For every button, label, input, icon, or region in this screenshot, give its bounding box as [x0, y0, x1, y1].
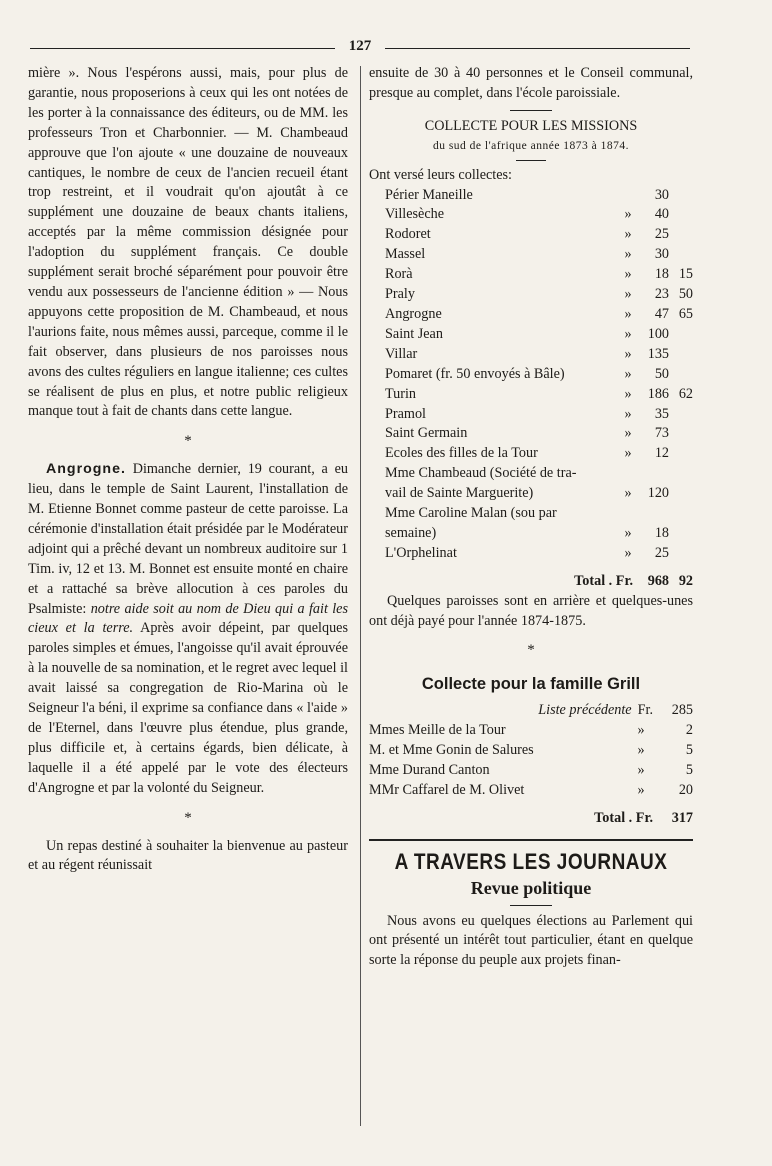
- grill-total: [369, 809, 693, 829]
- mission-ditto: [621, 186, 635, 206]
- mission-cents: [669, 405, 693, 425]
- grill-total-value: 317: [671, 809, 693, 826]
- mission-row: [369, 365, 693, 385]
- mission-ditto: »: [624, 365, 632, 382]
- grill-previous-label: Liste précédente: [538, 702, 632, 719]
- mission-name: Rodoret: [385, 226, 431, 243]
- mission-ditto: »: [624, 286, 632, 303]
- mission-cents: [669, 186, 693, 206]
- missions-total-value: 968: [647, 572, 669, 589]
- mission-amount: 30: [654, 246, 669, 263]
- left-paragraph-angrogne: [28, 460, 348, 798]
- mission-ditto: »: [624, 206, 632, 223]
- journaux-heading: A TRAVERS LES JOURNAUX: [394, 850, 668, 875]
- mission-row: [369, 325, 693, 345]
- short-rule: [516, 160, 546, 161]
- mission-cents: [669, 325, 693, 345]
- place-heading: Angrogne.: [46, 461, 126, 478]
- mission-name: Praly: [385, 286, 415, 303]
- mission-cents: [669, 205, 693, 225]
- angrogne-text-a: Dimanche dernier, 19 courant, a eu lieu, dans le temple de Saint Laurent, l'installation de M. Etienne Bonnet comme pasteur de cette paroisse. La cérémonie d'installation était présidée par le Modérateur adjoint qui a prêché devant un nombreux auditoire sur 1 Tim. iv, 12 et 13. M. Bonnet est ensuite monté en chaire et a rattaché sa brève allocution à ces paroles du Psalmiste:: [28, 461, 348, 617]
- mission-cents: [669, 424, 693, 444]
- missions-title: COLLECTE POUR LES MISSIONS: [424, 117, 638, 134]
- mission-row: [369, 225, 693, 245]
- short-rule: [510, 110, 552, 111]
- grill-name: M. et Mme Gonin de Salures: [369, 742, 534, 759]
- grill-row: [369, 761, 693, 781]
- mission-amount: 47: [654, 305, 669, 322]
- left-paragraph-repas: Un repas destiné à souhaiter la bienvenue au pasteur et au régent réunissait: [28, 837, 348, 874]
- mission-ditto: »: [624, 246, 632, 263]
- revue-paragraph: Nous avons eu quelques élections au Parlement qui ont présenté un intérêt tout particulier, étant en quelque sorte la réponse du peuple aux projets finan-: [369, 912, 693, 969]
- mission-name: Pramol: [385, 405, 426, 422]
- grill-total-label: Total . Fr.: [594, 809, 653, 826]
- mission-amount: 23: [654, 286, 669, 303]
- angrogne-text-b: Après avoir dépeint, par quelques paroles simples et émues, l'angoisse qu'il avait éprouvée à la nouvelle de sa nomination, et le regret avec lequel il avait laissé sa congregation de Rio-Marina où le Seigneur l'a béni, il exprime sa confiance dans « l'aide » de l'Eternel, dans l'œuvre plus étendue, plus grande, plus difficile et, à certains égards, bien délicate, à laquelle il a été appelé par le vote des électeurs d'Angrogne et par la volonté du Seigneur.: [28, 620, 348, 796]
- mission-row: [369, 524, 693, 544]
- header-rule-right: [385, 48, 690, 49]
- right-column: [369, 64, 693, 971]
- mission-cents: [669, 524, 693, 544]
- mission-name: vail de Sainte Marguerite): [385, 485, 534, 502]
- grill-ditto: »: [637, 722, 645, 739]
- grill-list: [369, 721, 693, 801]
- mission-cents: [669, 484, 693, 504]
- mission-row: [369, 285, 693, 305]
- mission-amount: 18: [654, 524, 669, 541]
- mission-cents: [669, 365, 693, 385]
- section-star: *: [527, 642, 535, 659]
- mission-cents: 15: [678, 266, 693, 283]
- column-divider: [360, 66, 361, 1126]
- mission-amount: 35: [654, 405, 669, 422]
- mission-name: Rorà: [385, 266, 413, 283]
- mission-cents: [669, 444, 693, 464]
- mission-name: Périer Maneille: [385, 186, 473, 203]
- mission-amount: 50: [654, 365, 669, 382]
- header-rule-left: [30, 48, 335, 49]
- mission-amount: [635, 464, 669, 484]
- grill-row: [369, 741, 693, 761]
- mission-name: Mme Chambeaud (Société de tra-: [385, 465, 577, 482]
- mission-cents: [669, 225, 693, 245]
- mission-name: Ecoles des filles de la Tour: [385, 445, 538, 462]
- mission-amount: 120: [647, 485, 669, 502]
- mission-amount: 18: [654, 266, 669, 283]
- mission-row: [369, 424, 693, 444]
- grill-previous-fr: Fr.: [637, 702, 653, 719]
- mission-name: Villar: [385, 345, 418, 362]
- mission-row: [369, 405, 693, 425]
- mission-name: semaine): [385, 524, 437, 541]
- mission-name: Turin: [385, 385, 417, 402]
- mission-amount: 186: [647, 385, 669, 402]
- mission-ditto: »: [624, 305, 632, 322]
- grill-name: Mme Durand Canton: [369, 762, 490, 778]
- mission-row: [369, 205, 693, 225]
- mission-row: [369, 265, 693, 285]
- mission-cents: 65: [678, 305, 693, 322]
- grill-previous-value: 285: [671, 702, 693, 719]
- missions-note: Quelques paroisses sont en arrière et quelques-unes ont déjà payé pour l'année 1874-1875.: [369, 592, 693, 629]
- mission-ditto: »: [624, 325, 632, 342]
- mission-cents: [669, 504, 693, 524]
- mission-cents: [669, 544, 693, 564]
- grill-ditto: »: [637, 742, 645, 759]
- mission-name: L'Orphelinat: [385, 544, 457, 561]
- mission-row: [369, 245, 693, 265]
- mission-ditto: »: [624, 405, 632, 422]
- missions-list: [369, 186, 693, 564]
- grill-amount: 5: [685, 742, 693, 759]
- mission-amount: [635, 504, 669, 524]
- grill-previous: [369, 701, 693, 721]
- grill-ditto: »: [637, 762, 645, 778]
- mission-name: Saint Jean: [385, 325, 443, 342]
- missions-total-cents: 92: [678, 572, 693, 589]
- mission-row: [369, 305, 693, 325]
- missions-intro: Ont versé leurs collectes:: [369, 166, 513, 183]
- mission-cents: [669, 464, 693, 484]
- missions-total-label: Total . Fr.: [574, 572, 633, 589]
- grill-amount: 5: [685, 762, 693, 778]
- mission-row: [369, 484, 693, 504]
- right-paragraph-continued: ensuite de 30 à 40 personnes et le Conseil communal, presque au complet, dans l'école paroissiale.: [369, 65, 693, 101]
- mission-name: Villesèche: [385, 206, 445, 223]
- mission-name: Massel: [385, 246, 426, 263]
- mission-cents: 62: [678, 385, 693, 402]
- grill-ditto: »: [637, 781, 645, 798]
- mission-row: [369, 345, 693, 365]
- mission-name: Mme Caroline Malan (sou par: [385, 505, 557, 522]
- mission-row: [369, 385, 693, 405]
- mission-amount: 25: [654, 226, 669, 243]
- mission-ditto: »: [624, 345, 632, 362]
- mission-row: [369, 186, 693, 206]
- mission-name: Pomaret (fr. 50 envoyés à Bâle): [385, 365, 565, 382]
- mission-ditto: »: [624, 544, 632, 561]
- mission-ditto: »: [624, 266, 632, 283]
- left-paragraph-cantiques: mière ». Nous l'espérons aussi, mais, pour plus de garantie, nous proposerions à ceux qui les ont notées de les porter à la connaissance des éditeurs, ou de MM. les professeurs Tron et Charbonnier. — M. Chambeaud approuve que l'on ajoute « une douzaine de nouveaux cantiques, le nombre de ceux de l'ancien recueil étant trop restreint, et il voudrait qu'on ajoutât à ce supplément une douzaine de beaux chants italiens, acceptés par la même commission désignée pour l'adoption du supplément français. Ce double supplément serait broché séparément pour pouvoir être vendu aux possesseurs de l'ancienne édition » — Nous appuyons cette proposition de M. Chambeaud, et nous l'aurions faite, nous mêmes aussi, parceque, comme il le fait observer, dans plusieurs de nos paroisses nous avons des cultes réguliers en langue italienne; ces cultes se réalisent de plus en plus, et notre public religieux manque tout à fait de chants dans cette langue.: [28, 65, 348, 420]
- mission-ditto: »: [624, 385, 632, 402]
- mission-amount: 12: [654, 445, 669, 462]
- mission-amount: 73: [654, 425, 669, 442]
- grill-name: Mmes Meille de la Tour: [369, 722, 506, 739]
- page-header: [30, 38, 690, 58]
- section-rule: [369, 839, 693, 841]
- mission-amount: 135: [647, 345, 669, 362]
- grill-title: Collecte pour la famille Grill: [421, 675, 641, 694]
- grill-amount: 2: [685, 722, 693, 739]
- mission-row: [369, 444, 693, 464]
- mission-ditto: »: [624, 524, 632, 541]
- mission-ditto: »: [624, 485, 632, 502]
- missions-total: [369, 572, 693, 592]
- mission-amount: 25: [654, 544, 669, 561]
- mission-name: Angrogne: [385, 305, 442, 322]
- short-rule: [510, 905, 552, 906]
- mission-row: [369, 544, 693, 564]
- grill-amount: 20: [678, 781, 693, 798]
- grill-row: [369, 781, 693, 801]
- grill-name: MMr Caffarel de M. Olivet: [369, 781, 525, 798]
- mission-ditto: »: [624, 445, 632, 462]
- mission-cents: 50: [678, 286, 693, 303]
- mission-amount: 30: [654, 186, 669, 203]
- mission-ditto: [621, 464, 635, 484]
- missions-subtitle: du sud de l'afrique année 1873 à 1874.: [432, 139, 630, 152]
- mission-cents: [669, 245, 693, 265]
- mission-amount: 40: [654, 206, 669, 223]
- mission-ditto: [621, 504, 635, 524]
- mission-amount: 100: [647, 325, 669, 342]
- section-star: *: [184, 433, 192, 450]
- revue-heading: Revue politique: [470, 877, 592, 898]
- mission-cents: [669, 345, 693, 365]
- mission-name: Saint Germain: [385, 425, 468, 442]
- section-star: *: [184, 809, 192, 826]
- left-column: [28, 64, 348, 876]
- mission-ditto: »: [624, 226, 632, 243]
- mission-row: [369, 504, 693, 524]
- psalm-quote: notre aide soit au nom de Dieu qui a fait les cieux et la terre.: [28, 600, 348, 637]
- page-number: 127: [348, 38, 372, 54]
- grill-row: [369, 721, 693, 741]
- mission-row: [369, 464, 693, 484]
- mission-ditto: »: [624, 425, 632, 442]
